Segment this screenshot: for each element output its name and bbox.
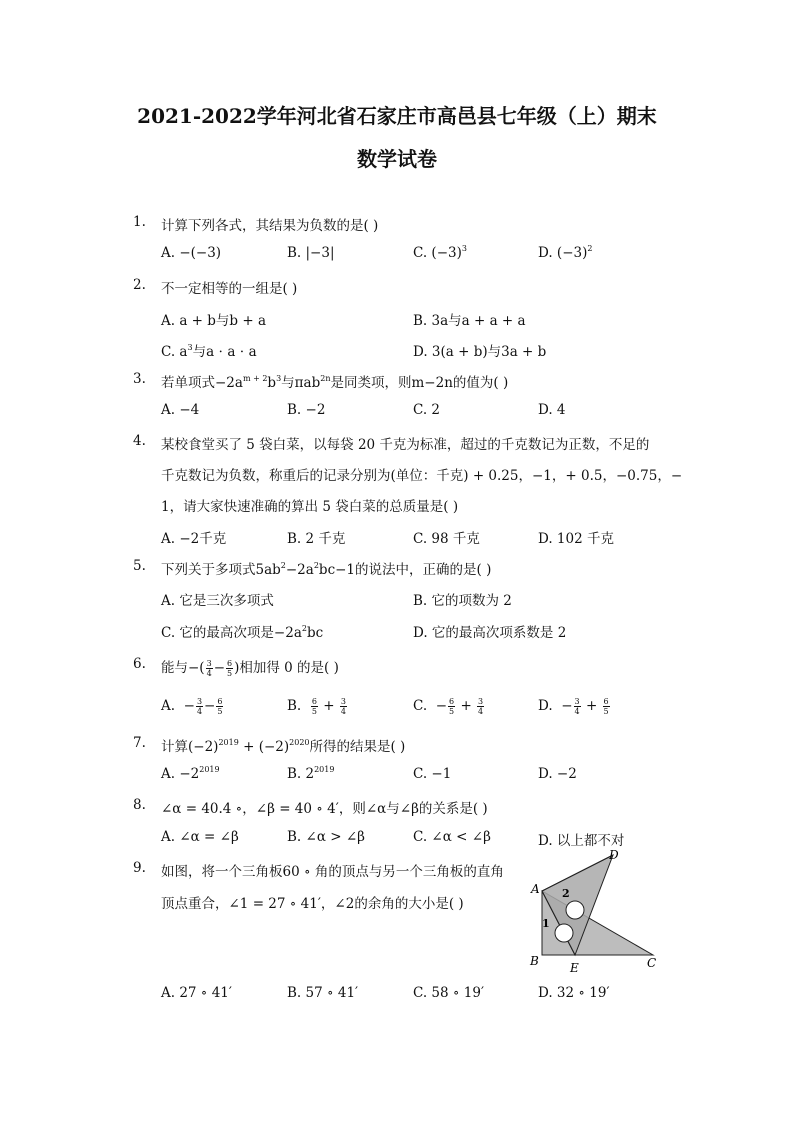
option-b: B. $\frac{6}{5}$ + $\frac{3}{4}$ [287, 697, 346, 716]
fraction: $\frac{6}{5}$ [227, 659, 233, 678]
option-c: C. − $\frac{6}{5}$ + $\frac{3}{4}$ [413, 697, 484, 716]
option-a: A. − $\frac{3}{4}$ − $\frac{6}{5}$ [161, 697, 223, 716]
option-a: A. −(−3) [161, 245, 222, 261]
option-b: B. ∠α > ∠β [287, 829, 365, 845]
angle-1-label: 1 [542, 917, 550, 930]
page-title-line-1: 2021-2022学年河北省石家庄市高邑县七年级（上）期末 [137, 104, 657, 128]
option-d: D. − $\frac{3}{4}$ + $\frac{6}{5}$ [538, 697, 609, 716]
question-stem-line-3: 1，请大家快速准确的算出 5 袋白菜的总质量是( ) [161, 499, 459, 515]
option-d: D. $(-3)^2$ [538, 244, 593, 261]
option-c: C. ∠α < ∠β [413, 829, 491, 845]
option-d: D. 它的最高次项系数是 2 [413, 625, 567, 641]
question-stem: 若单项式$-2a^{m + 2}b^3$与πab$^{2n}$是同类项，则m−2n的值为( ) [161, 374, 509, 391]
option-a: A. a + b与b + a [161, 313, 267, 329]
option-a: A. ∠α = ∠β [161, 829, 239, 845]
question-stem: 下列关于多项式$5ab^2-2a^2bc-1$的说法中，正确的是( ) [161, 561, 492, 578]
option-a: A. 27 ∘ 41′ [161, 985, 232, 1001]
option-c: C. 58 ∘ 19′ [413, 985, 485, 1001]
option-a: A. 它是三次多项式 [161, 593, 274, 609]
page-title-line-2: 数学试卷 [357, 147, 437, 171]
question-stem: 能与−( $\frac{3}{4}$ − $\frac{6}{5}$ )相加得 0 的是( ) [161, 659, 339, 678]
question-number: 2. [133, 277, 146, 293]
option-d: D. 102 千克 [538, 531, 614, 547]
option-b: B. 2 千克 [287, 531, 346, 547]
question-stem: 不一定相等的一组是( ) [161, 281, 298, 297]
option-d: D. 32 ∘ 19′ [538, 985, 610, 1001]
set-square-hole [566, 901, 584, 919]
question-stem: ∠α = 40.4 ∘，∠β = 40 ∘ 4′，则∠α与∠β的关系是( ) [161, 801, 488, 817]
label-b: B [530, 954, 539, 968]
option-a: A. $-2^{2019}$ [161, 765, 220, 782]
option-b: B. 它的项数为 2 [413, 593, 512, 609]
option-b: B. $2^{2019}$ [287, 765, 335, 782]
question-number: 8. [133, 797, 146, 813]
label-d: D [609, 848, 619, 862]
question-stem-line-2: 千克数记为负数，称重后的记录分别为(单位：千克) + 0.25，−1，+ 0.5，−0.75，− [161, 468, 683, 484]
question-number: 9. [133, 860, 146, 876]
option-c: C. 2 [413, 402, 441, 418]
option-b: B. −2 [287, 402, 326, 418]
angle-2-label: 2 [562, 887, 570, 900]
option-a: A. −4 [161, 402, 200, 418]
option-a: A. −2千克 [161, 531, 227, 547]
question-stem: 计算$(-2)^{2019} + (-2)^{2020}$所得的结果是( ) [161, 738, 406, 755]
label-c: C [647, 956, 657, 970]
option-b: B. 3a与a + a + a [413, 313, 526, 329]
question-stem-line-2: 顶点重合，∠1 = 27 ∘ 41′，∠2的余角的大小是( ) [161, 896, 464, 912]
option-b: B. |−3| [287, 245, 335, 261]
option-b: B. 57 ∘ 41′ [287, 985, 359, 1001]
option-d: D. −2 [538, 766, 577, 782]
fraction: $\frac{3}{4}$ [206, 659, 212, 678]
question-number: 3. [133, 371, 146, 387]
option-c: C. 98 千克 [413, 531, 480, 547]
question-number: 4. [133, 433, 146, 449]
set-square-hole [555, 924, 573, 942]
question-stem: 计算下列各式，其结果为负数的是( ) [161, 218, 379, 234]
question-number: 7. [133, 735, 146, 751]
triangle-figure [525, 845, 665, 980]
question-number: 6. [133, 656, 146, 672]
question-number: 5. [133, 558, 146, 574]
label-a: A [531, 882, 540, 896]
question-stem-line-1: 如图，将一个三角板60 ∘ 角的顶点与另一个三角板的直角 [161, 864, 504, 880]
option-d: D. 3(a + b)与3a + b [413, 344, 547, 360]
option-d: D. 4 [538, 402, 566, 418]
option-c: C. 它的最高次项是$-2a^2bc$ [161, 624, 324, 641]
option-d: D. 以上都不对 [538, 833, 625, 849]
question-number: 1. [133, 214, 146, 230]
question-stem-line-1: 某校食堂买了 5 袋白菜，以每袋 20 千克为标准，超过的千克数记为正数，不足的 [161, 437, 650, 453]
option-c: C. $(-3)^3$ [413, 244, 467, 261]
option-c: C. −1 [413, 766, 452, 782]
option-c: C. $a^3$与a ⋅ a ⋅ a [161, 343, 257, 360]
label-e: E [570, 961, 579, 975]
